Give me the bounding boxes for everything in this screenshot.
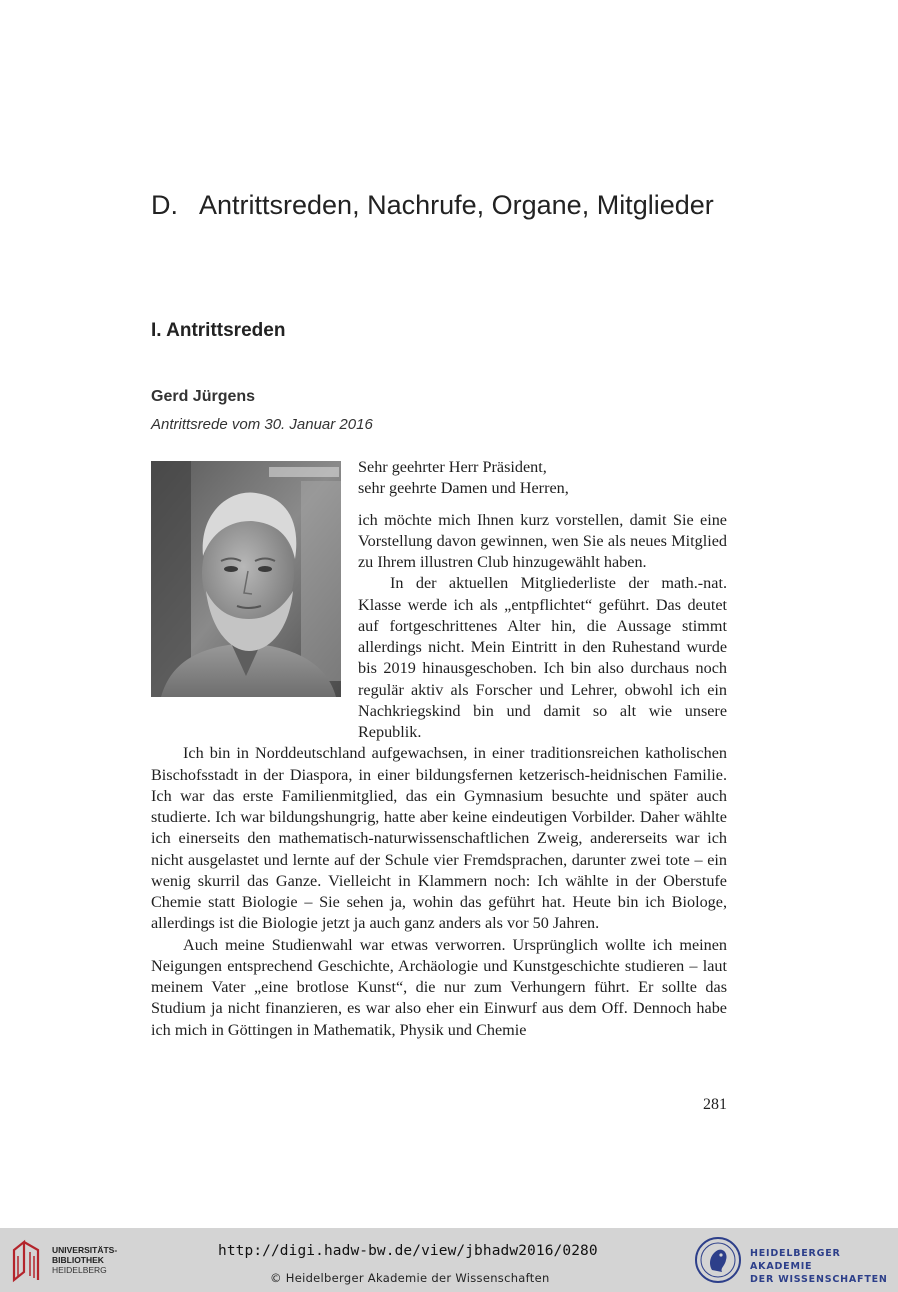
paragraph-1: ich möchte mich Ihnen kurz vorstellen, damit Sie eine Vorstellung davon gewinnen, wen Sie als neues Mitglied zu Ihrem illustren Club hinzugewählt haben. <box>358 510 727 571</box>
ub-line-2: BIBLIOTHEK <box>52 1255 104 1265</box>
ub-line-3: HEIDELBERG <box>52 1265 107 1275</box>
university-library-logo-icon[interactable] <box>8 1236 48 1289</box>
paragraph-4: Auch meine Studienwahl war etwas verworren. Ursprünglich wollte ich meinen Neigungen entsprechend Geschichte, Archäologie und Kunstgeschichte studieren – laut meinem Vater „eine brotlose Kunst“, die nur zum Verhungern führt. Er sollte das Studium ja nicht finanzieren, es war also eher ein Einwurf aus dem Off. Dennoch habe ich mich in Göttingen in Mathematik, Physik und Chemie <box>151 935 727 1039</box>
viewer-footer <box>0 1228 898 1292</box>
page-number: 281 <box>703 1096 727 1113</box>
chapter-title: Antrittsreden, Nachrufe, Organe, Mitglieder <box>199 190 714 220</box>
section-heading: I. Antrittsreden <box>151 320 286 341</box>
salutation-line-2: sehr geehrte Damen und Herren, <box>358 479 569 498</box>
academy-line-2: DER WISSENSCHAFTEN <box>750 1274 888 1285</box>
ub-line-1: UNIVERSITÄTS- <box>52 1245 118 1255</box>
academy-seal-icon[interactable] <box>694 1236 742 1289</box>
speech-subtitle: Antrittsrede vom 30. Januar 2016 <box>151 416 373 433</box>
university-library-name <box>52 1245 117 1275</box>
academy-name <box>750 1247 898 1286</box>
chapter-number: D. <box>151 190 178 220</box>
copyright-notice: © Heidelberger Akademie der Wissenschaften <box>270 1271 550 1285</box>
image-wrap-spacer <box>151 457 358 734</box>
paragraph-2: In der aktuellen Mitgliederliste der math.-nat. Klasse werde ich als „entpflichtet“ geführt. Das deutet auf fortgeschrittenes Alter hin, die Aussage stimmt allerdings nicht. Mein Eintritt in den Ruhestand wurde bis 2019 hinausgeschoben. Ich bin also durchaus noch regulär aktiv als Forscher und Lehrer, obwohl ich ein Nachkriegskind bin und damit so alt wie unsere Republik. <box>358 574 727 741</box>
body-text <box>151 457 727 1041</box>
paragraph-3: Ich bin in Norddeutschland aufgewachsen, in einer traditionsreichen katholischen Bischofsstadt in der Diaspora, in einer bildungsfernen ketzerisch-heidnischen Familie. Ich war das erste Familienmitglied, das ein Gymnasium besuchte und später auch studierte. Ich war bildungshungrig, hatte aber keine eindeutigen Vorbilder. Daher wählte ich einerseits den mathematisch-naturwissenschaftlichen Zweig, andererseits war ich nicht ausgelastet und lernte auf der Schule vier Fremdsprachen, darunter zwei tote – ein wenig skurril das Ganze. Vielleicht in Klammern noch: Ich wählte in der Oberstufe Chemie statt Biologie – Sie sehen ja, wohin das geführt hat. Heute bin ich Biologe, allerdings ist die Biologie jetzt ja auch ganz anders als vor 50 Jahren. <box>151 744 727 933</box>
permalink-url[interactable]: http://digi.hadw-bw.de/view/jbhadw2016/0280 <box>218 1243 598 1259</box>
salutation-line-1: Sehr geehrter Herr Präsident, <box>358 458 547 476</box>
author-name: Gerd Jürgens <box>151 388 256 405</box>
academy-line-1: HEIDELBERGER AKADEMIE <box>750 1248 841 1272</box>
